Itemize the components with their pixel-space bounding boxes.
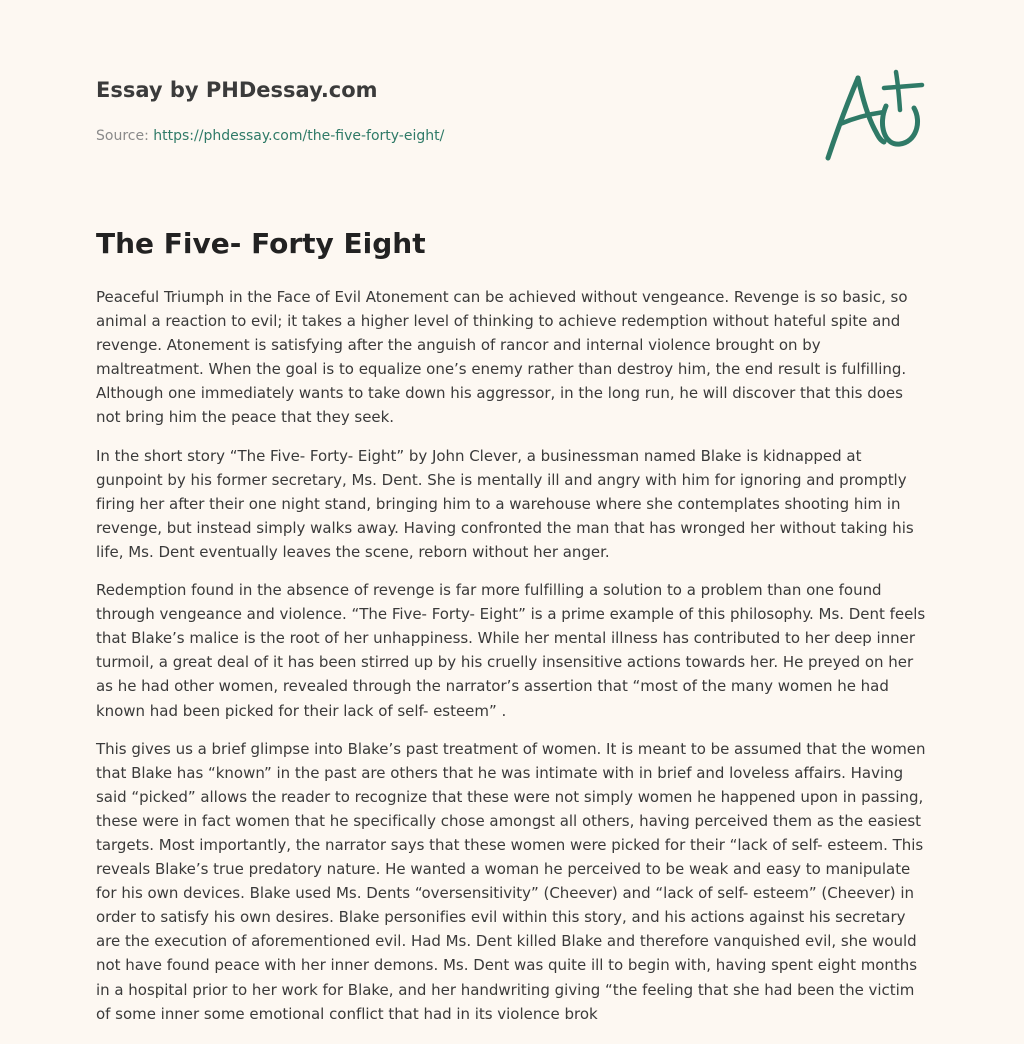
source-link[interactable]: https://phdessay.com/the-five-forty-eight/ <box>153 128 445 144</box>
paragraph: Redemption found in the absence of revenge is far more fulfilling a solution to a problem than one found through vengeance and violence. “The Five- Forty- Eight” is a prime example of this philosophy. Ms. Dent feels that Blake’s malice is the root of her unhappiness. While her mental illness has contributed to her deep inner turmoil, a great deal of it has been stirred up by his cruelly insensitive actions towards her. He preyed on her as he had other women, revealed through the narrator’s assertion that “most of the many women he had known had been picked for their lack of self- esteem” . <box>96 581 926 720</box>
paragraph: In the short story “The Five- Forty- Eight” by John Clever, a businessman named Blake is kidnapped at gunpoint by his former secretary, Ms. Dent. She is mentally ill and angry with him for ignoring and promptly firing her after their one night stand, bringing him to a warehouse where she contemplates shooting him in revenge, but instead simply walks away. Having confronted the man that has wronged her without taking his life, Ms. Dent eventually leaves the scene, reborn without her anger. <box>96 446 914 561</box>
paragraph: This gives us a brief glimpse into Blake’s past treatment of women. It is meant to be assumed that the women that Blake has “known” in the past are others that he was intimate with in brief and loveless affairs. Having said “picked” allows the reader to recognize that these were not simply women he happened upon in passing, these were in fact women that he specifically chose amongst all others, having perceived them as the easiest targets. Most importantly, the narrator says that these women were picked for their “lack of self- esteem. This reveals Blake’s true predatory nature. He wanted a woman he perceived to be weak and easy to manipulate for his own devices. Blake used Ms. Dents “oversensitivity” (Cheever) and “lack of self- esteem” (Cheever) in order to satisfy his own desires. Blake personifies evil within this story, and his actions against his secretary are the execution of aforementioned evil. Had Ms. Dent killed Blake and therefore vanquished evil, she would not have found peace with her inner demons. Ms. Dent was quite ill to begin with, having spent eight months in a hospital prior to her work for Blake, and her handwriting giving “the feeling that she had been the victim of some inner some emotional conflict that had in its violence brok <box>96 739 926 1023</box>
source-label: Source: <box>96 128 154 144</box>
source-line <box>96 126 796 146</box>
a-plus-grade-icon <box>818 66 930 166</box>
site-brand: Essay by PHDessay.com <box>96 78 378 102</box>
paragraph: Peaceful Triumph in the Face of Evil Atonement can be achieved without vengeance. Revenge is so basic, so animal a reaction to evil; it takes a higher level of thinking to achieve redemption without hateful spite and revenge. Atonement is satisfying after the anguish of rancor and internal violence brought on by maltreatment. When the goal is to equalize one’s enemy rather than destroy him, the end result is fulfilling. Although one immediately wants to take down his aggressor, in the long run, he will discover that this does not bring him the peace that they seek. <box>96 288 908 427</box>
article-title: The Five- Forty Eight <box>96 227 426 260</box>
article-body <box>96 285 932 1040</box>
page-header <box>96 76 796 146</box>
